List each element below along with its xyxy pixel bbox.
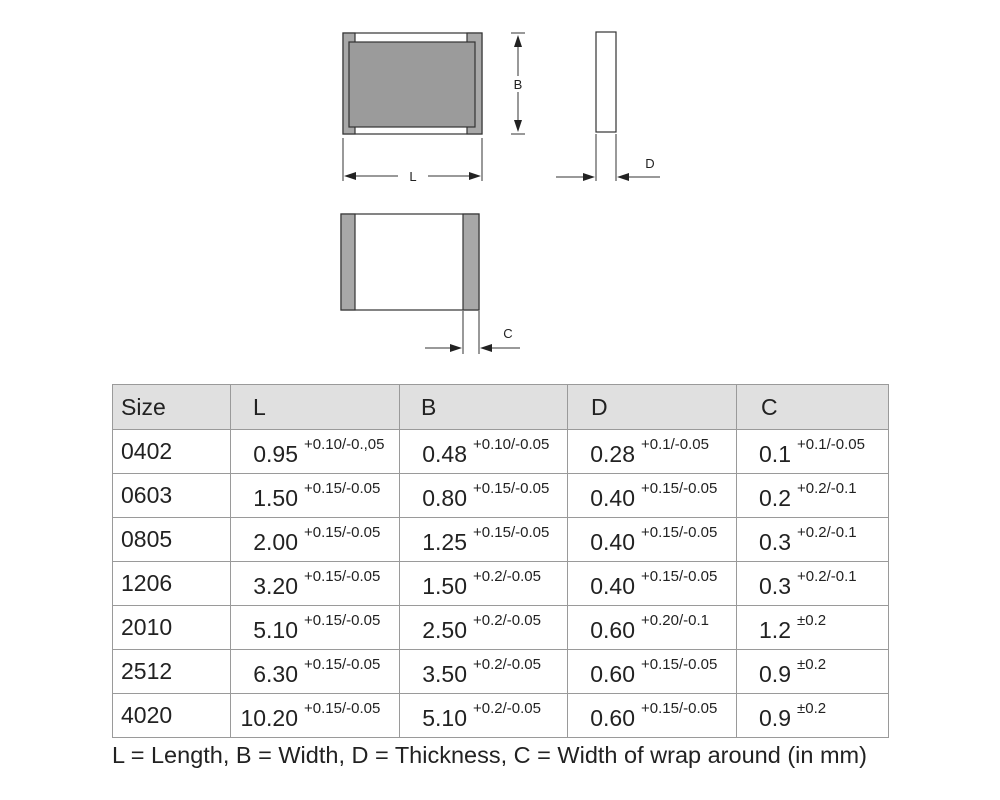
dimension-value: 2.00 <box>253 528 298 555</box>
dimension-value: 1.25 <box>422 528 467 555</box>
header-wrap: C <box>737 385 889 430</box>
length-cell <box>231 694 400 738</box>
tolerance: ±0.2 <box>797 611 827 629</box>
dimension-value: 0.40 <box>590 484 635 511</box>
table-row <box>113 430 889 474</box>
tolerance: +0.10/-0.,05 <box>304 435 385 453</box>
tolerance: +0.1/-0.05 <box>797 435 865 453</box>
wrap-cell <box>737 518 889 562</box>
length-label: L <box>409 169 417 184</box>
size-cell: 2512 <box>113 650 231 694</box>
dimension-table <box>112 384 889 738</box>
dimension-value: 2.50 <box>422 616 467 643</box>
bottom-view <box>341 214 520 354</box>
tolerance: +0.2/-0.05 <box>473 699 541 717</box>
tolerance: ±0.2 <box>797 699 827 717</box>
length-arrowhead-left <box>344 172 356 180</box>
tolerance: +0.2/-0.1 <box>797 567 857 585</box>
tolerance: +0.15/-0.05 <box>641 655 718 673</box>
tolerance: +0.15/-0.05 <box>473 523 550 541</box>
length-cell <box>231 430 400 474</box>
width-label: B <box>513 77 523 92</box>
header-width: B <box>400 385 568 430</box>
size-cell: 0402 <box>113 430 231 474</box>
width-cell <box>400 694 568 738</box>
tolerance: +0.2/-0.05 <box>473 655 541 673</box>
legend-footnote: L = Length, B = Width, D = Thickness, C = Width of wrap around (in mm) <box>112 742 867 768</box>
dimension-value: 1.50 <box>422 572 467 599</box>
resistor-dimension-drawing <box>0 0 1000 380</box>
table-row <box>113 650 889 694</box>
tolerance: ±0.2 <box>797 655 827 673</box>
dimension-value: 0.3 <box>759 528 791 555</box>
tolerance: +0.15/-0.05 <box>641 567 718 585</box>
table-row <box>113 606 889 650</box>
tolerance: +0.15/-0.05 <box>473 479 550 497</box>
wrap-cell <box>737 650 889 694</box>
wrap-cell <box>737 562 889 606</box>
dimension-value: 0.9 <box>759 660 791 687</box>
length-dimension <box>343 138 482 184</box>
tolerance: +0.2/-0.05 <box>473 567 541 585</box>
tolerance: +0.15/-0.05 <box>304 655 381 673</box>
header-row <box>113 385 889 430</box>
bottom-view-body <box>341 214 479 310</box>
tolerance: +0.20/-0.1 <box>641 611 709 629</box>
width-cell <box>400 562 568 606</box>
tolerance: +0.1/-0.05 <box>641 435 709 453</box>
dimension-value: 5.10 <box>253 616 298 643</box>
thickness-cell <box>568 606 737 650</box>
width-cell <box>400 430 568 474</box>
size-cell: 1206 <box>113 562 231 606</box>
header-size: Size <box>113 385 231 430</box>
top-view <box>343 33 482 134</box>
thickness-cell <box>568 474 737 518</box>
table-row <box>113 518 889 562</box>
width-cell <box>400 650 568 694</box>
dimension-value: 5.10 <box>422 704 467 731</box>
tolerance: +0.15/-0.05 <box>304 567 381 585</box>
dimension-value: 0.2 <box>759 484 791 511</box>
table-row <box>113 474 889 518</box>
dimension-value: 0.3 <box>759 572 791 599</box>
table-header <box>113 385 889 430</box>
length-cell <box>231 474 400 518</box>
dimension-value: 0.60 <box>590 704 635 731</box>
tolerance: +0.2/-0.05 <box>473 611 541 629</box>
dimension-value: 3.50 <box>422 660 467 687</box>
table-row <box>113 562 889 606</box>
wrap-arrowhead-right <box>480 344 492 352</box>
dimension-value: 1.50 <box>253 484 298 511</box>
width-arrowhead-top <box>514 35 522 47</box>
tolerance: +0.15/-0.05 <box>641 479 718 497</box>
dimension-value: 0.60 <box>590 616 635 643</box>
wrap-cell <box>737 606 889 650</box>
header-length: L <box>231 385 400 430</box>
size-cell: 2010 <box>113 606 231 650</box>
size-cell: 0805 <box>113 518 231 562</box>
dimension-value: 0.9 <box>759 704 791 731</box>
table-body <box>113 430 889 738</box>
tolerance: +0.15/-0.05 <box>641 523 718 541</box>
width-arrowhead-bottom <box>514 120 522 132</box>
side-view <box>556 32 660 181</box>
tolerance: +0.15/-0.05 <box>304 611 381 629</box>
length-arrowhead-right <box>469 172 481 180</box>
tolerance: +0.2/-0.1 <box>797 523 857 541</box>
dimension-value: 0.95 <box>253 440 298 467</box>
thickness-cell <box>568 430 737 474</box>
dimension-value: 10.20 <box>240 704 298 731</box>
dimension-value: 1.2 <box>759 616 791 643</box>
wrap-cell <box>737 474 889 518</box>
dimension-value: 0.28 <box>590 440 635 467</box>
length-cell <box>231 650 400 694</box>
width-cell <box>400 474 568 518</box>
length-cell <box>231 518 400 562</box>
thickness-arrowhead-right <box>617 173 629 181</box>
thickness-cell <box>568 694 737 738</box>
size-cell: 0603 <box>113 474 231 518</box>
width-dimension <box>511 33 525 134</box>
size-cell: 4020 <box>113 694 231 738</box>
dimension-value: 0.40 <box>590 528 635 555</box>
header-thickness: D <box>568 385 737 430</box>
tolerance: +0.2/-0.1 <box>797 479 857 497</box>
wrap-label: C <box>503 326 513 341</box>
thickness-cell <box>568 518 737 562</box>
bottom-view-left-terminal <box>341 214 355 310</box>
tolerance: +0.15/-0.05 <box>304 523 381 541</box>
width-cell <box>400 518 568 562</box>
dimension-value: 0.48 <box>422 440 467 467</box>
thickness-arrowhead-left <box>583 173 595 181</box>
dimension-value: 0.1 <box>759 440 791 467</box>
dimension-value: 3.20 <box>253 572 298 599</box>
dimension-value: 0.40 <box>590 572 635 599</box>
wrap-cell <box>737 430 889 474</box>
thickness-label: D <box>645 156 655 171</box>
length-cell <box>231 562 400 606</box>
resistive-layer <box>349 42 475 127</box>
bottom-view-right-terminal <box>463 214 479 310</box>
dimension-value: 0.80 <box>422 484 467 511</box>
dimension-value: 0.60 <box>590 660 635 687</box>
tolerance: +0.15/-0.05 <box>641 699 718 717</box>
wrap-cell <box>737 694 889 738</box>
wrap-arrowhead-left <box>450 344 462 352</box>
width-cell <box>400 606 568 650</box>
tolerance: +0.15/-0.05 <box>304 699 381 717</box>
thickness-cell <box>568 650 737 694</box>
tolerance: +0.15/-0.05 <box>304 479 381 497</box>
table-row <box>113 694 889 738</box>
side-view-body <box>596 32 616 132</box>
thickness-cell <box>568 562 737 606</box>
dimension-value: 6.30 <box>253 660 298 687</box>
length-cell <box>231 606 400 650</box>
tolerance: +0.10/-0.05 <box>473 435 550 453</box>
